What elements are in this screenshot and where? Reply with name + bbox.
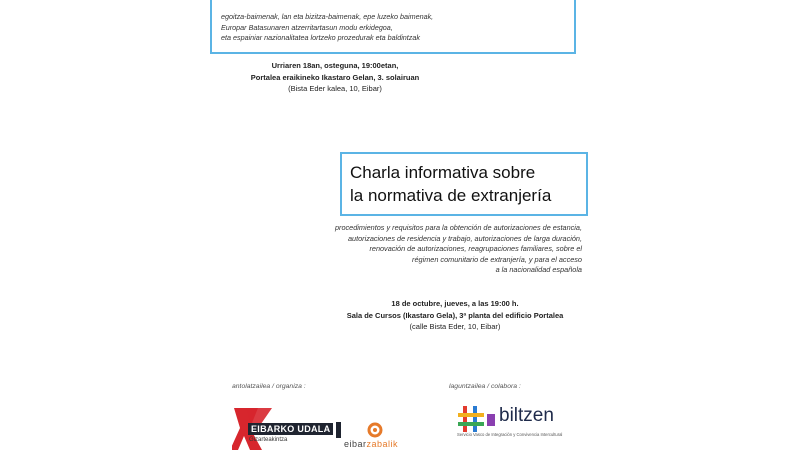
spanish-desc-line: renovación de autorizaciones, reagrupaciones familiares, sobre el [369,244,582,254]
spanish-title-line-1: Charla informativa sobre [350,163,536,182]
spanish-event-title [350,161,551,207]
collaborate-label: laguntzailea / colabora : [449,383,521,390]
basque-topic-line: eta espainiar nazionalitatea lortzeko prozedurak eta baldintzak [221,33,420,42]
spanish-event-address: (calle Bista Eder, 10, Eibar) [409,322,501,331]
basque-topic-line: egoitza-baimenak, lan eta bizitza-baimenak, epe luzeko baimenak, [221,12,434,21]
spanish-title-line-2: la normativa de extranjería [350,186,552,205]
spanish-desc-line: a la nacionalidad española [495,265,582,275]
eibar-word: eibar [344,439,367,449]
basque-event-topics [221,12,433,44]
eibar-udala-text: EIBARKO UDALA [248,423,333,435]
basque-topic-line: Europar Batasunaren atzerritartasun modu erkidegoa, [221,22,393,32]
biltzen-hash-icon [457,404,497,434]
zabalik-word: zabalik [366,439,399,449]
spanish-event-date: 18 de octubre, jueves, a las 19:00 h. [391,299,519,308]
basque-event-details [220,60,450,95]
spanish-event-description [292,223,582,276]
spanish-event-details [330,298,580,333]
biltzen-subtitle: Servicio Vasco de Integración y Convivencia Intercultural [457,432,563,437]
organize-label: antolatzailea / organiza : [232,383,306,390]
basque-event-date: Urriaren 18an, osteguna, 19:00etan, [271,61,399,70]
biltzen-text: biltzen [499,405,554,426]
spanish-desc-line: procedimientos y requisitos para la obtención de autorizaciones de estancia, [334,223,582,232]
spanish-event-place: Sala de Cursos (Ikastaro Gela), 3ª planta del edificio Portalea [346,310,564,320]
spanish-desc-line: autorizaciones de residencia y trabajo, autorizaciones de larga duración, [347,233,582,243]
eibar-zabalik-text [344,439,398,449]
spanish-desc-line: régimen comunitario de extranjería, y para el acceso [412,254,582,264]
eibar-udala-subtitle: Gizarteakintza [249,437,288,443]
basque-event-place: Portalea eraikineko Ikastaro Gelan, 3. solairuan [250,72,420,82]
basque-event-address: (Bista Eder kalea, 10, Eibar) [288,84,382,93]
